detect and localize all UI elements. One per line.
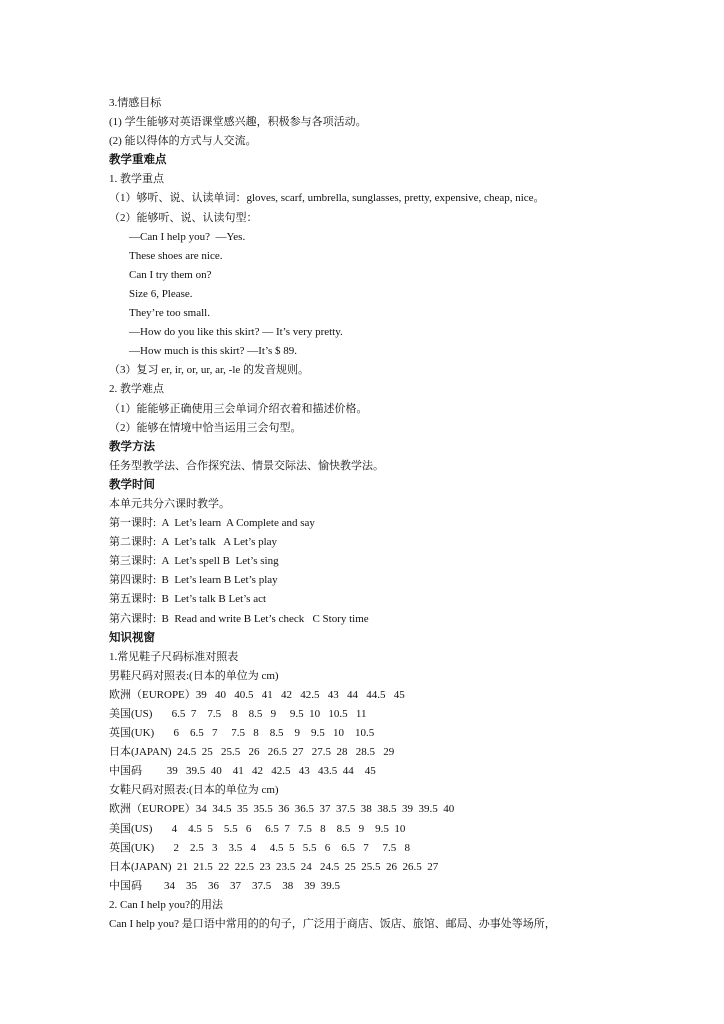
usage-heading: 2. Can I help you?的用法 (109, 898, 223, 911)
key-point-item: （1）够听、说、认读单词：gloves, scarf, umbrella, sunglasses, pretty, expensive, cheap, nice。 (109, 192, 545, 205)
emotion-goal-item: (1) 学生能够对英语课堂感兴趣，积极参与各项活动。 (109, 116, 367, 129)
size-table-heading: 1.常见鞋子尺码标准对照表 (109, 650, 239, 663)
sentence-pattern: They’re too small. (129, 307, 210, 320)
document-page (109, 94, 629, 934)
emotion-goal-heading: 3.情感目标 (109, 97, 162, 109)
men-size-row: 美国(US) 6.5 7 7.5 8 8.5 9 9.5 10 10.5 11 (109, 708, 367, 720)
women-size-row: 中国码 34 35 36 37 37.5 38 39 39.5 (109, 879, 340, 892)
women-size-row: 英国(UK) 2 2.5 3 3.5 4 4.5 5 5.5 6 6.5 7 7.5 8 (109, 841, 410, 854)
lesson-item: 第一课时: A Let’s learn A Complete and say (109, 517, 315, 530)
difficult-points-heading: 2. 教学难点 (109, 383, 164, 396)
lesson-item: 第三课时: A Let’s spell B Let’s sing (109, 555, 279, 568)
time-heading: 教学时间 (109, 478, 155, 491)
usage-text: Can I help you? 是口语中常用的的句子，广泛用于商店、饭店、旅馆、邮局、办事处等场所， (109, 918, 556, 931)
difficult-point-item: （2）能够在情境中恰当运用三会句型。 (109, 421, 302, 434)
sentence-pattern: —Can I help you? —Yes. (129, 230, 246, 243)
difficult-point-item: （1）能能够正确使用三会单词介绍衣着和描述价格。 (109, 402, 368, 415)
time-intro: 本单元共分六课时教学。 (109, 497, 230, 510)
women-size-row: 日本(JAPAN) 21 21.5 22 22.5 23 23.5 24 24.5 25 25.5 26 26.5 27 (109, 860, 439, 873)
women-size-row: 美国(US) 4 4.5 5 5.5 6 6.5 7 7.5 8 8.5 9 9.5 10 (109, 822, 406, 835)
key-point-item: （2）能够听、说、认读句型： (109, 211, 258, 224)
method-text: 任务型教学法、合作探究法、情景交际法、愉快教学法。 (109, 459, 384, 472)
emotion-goal-item: (2) 能以得体的方式与人交流。 (109, 135, 257, 148)
method-heading: 教学方法 (109, 440, 155, 453)
lesson-item: 第二课时: A Let’s talk A Let’s play (109, 536, 278, 549)
men-size-row: 中国码 39 39.5 40 41 42 42.5 43 43.5 44 45 (109, 765, 376, 778)
lesson-item: 第六课时: B Read and write B Let’s check C Story time (109, 612, 369, 625)
key-difficult-heading: 教学重难点 (109, 154, 167, 167)
men-size-heading: 男鞋尺码对照表:(日本的单位为 cm) (109, 669, 279, 682)
men-size-row: 英国(UK) 6 6.5 7 7.5 8 8.5 9 9.5 10 10.5 (109, 727, 375, 740)
sentence-pattern: —How much is this skirt? —It’s $ 89. (129, 345, 298, 358)
key-point-item: （3）复习 er, ir, or, ur, ar, -le 的发音规则。 (109, 364, 310, 377)
lesson-item: 第四课时: B Let’s learn B Let’s play (109, 574, 278, 587)
men-size-row: 欧洲（EUROPE）39 40 40.5 41 42 42.5 43 44 44.5 45 (109, 688, 405, 701)
sentence-pattern: Size 6, Please. (129, 287, 193, 300)
knowledge-heading: 知识视窗 (109, 631, 155, 644)
women-size-row: 欧洲（EUROPE）34 34.5 35 35.5 36 36.5 37 37.5 38 38.5 39 39.5 40 (109, 803, 455, 816)
key-points-heading: 1. 教学重点 (109, 173, 164, 186)
sentence-pattern: These shoes are nice. (129, 249, 223, 262)
women-size-heading: 女鞋尺码对照表:(日本的单位为 cm) (109, 784, 279, 797)
men-size-row: 日本(JAPAN) 24.5 25 25.5 26 26.5 27 27.5 28 28.5 29 (109, 746, 395, 759)
lesson-item: 第五课时: B Let’s talk B Let’s act (109, 593, 267, 606)
sentence-pattern: Can I try them on? (129, 268, 212, 281)
sentence-pattern: —How do you like this skirt? — It’s very pretty. (129, 326, 343, 339)
